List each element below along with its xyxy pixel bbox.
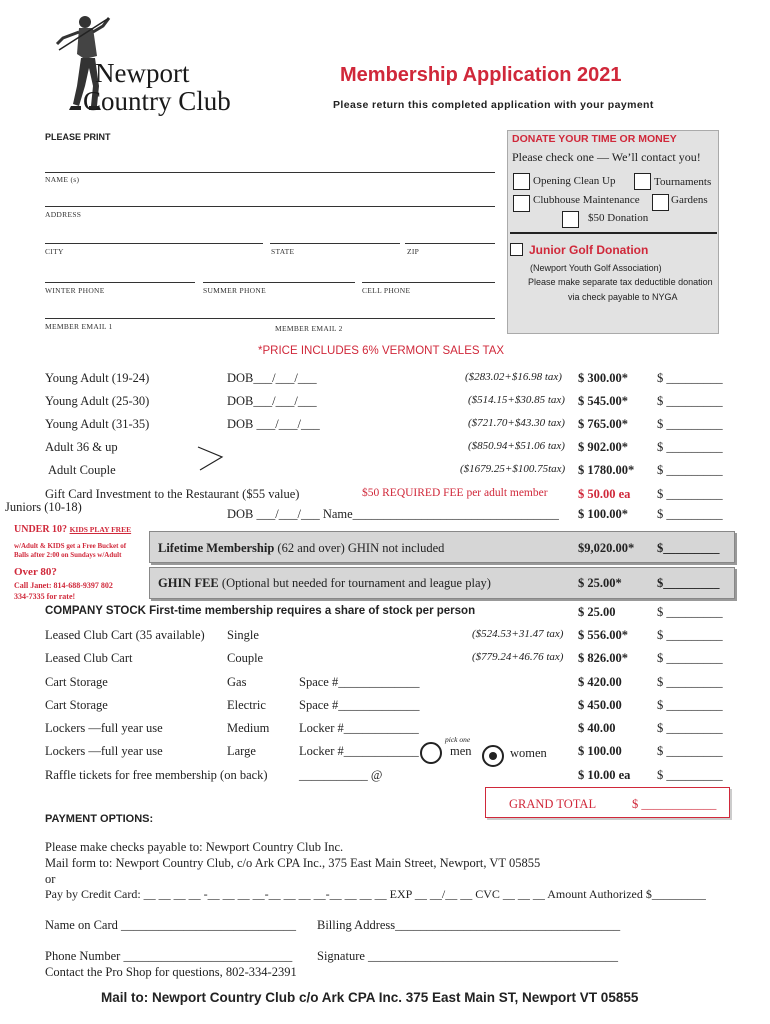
tax-breakdown: ($283.02+$16.98 tax) xyxy=(465,371,562,383)
cart35-row xyxy=(0,628,770,648)
page-subtitle: Please return this completed application with your payment xyxy=(333,99,654,111)
item-label: Lockers —full year use xyxy=(45,744,163,758)
amount-field[interactable]: $ _________ xyxy=(657,507,723,521)
kids-play-free: KIDS PLAY FREE xyxy=(69,525,132,534)
space-field[interactable]: Space #_____________ xyxy=(299,698,420,712)
tax-breakdown: ($850.94+$51.06 tax) xyxy=(468,440,565,452)
payment-title: PAYMENT OPTIONS: xyxy=(45,813,154,825)
rate-price: $ 300.00* xyxy=(578,371,628,385)
email-field[interactable] xyxy=(45,318,495,319)
kids-line2: Balls after 2:00 on Sundays w/Adult xyxy=(14,551,122,559)
tax-breakdown: ($524.53+31.47 tax) xyxy=(472,628,564,640)
gardens-checkbox[interactable] xyxy=(652,194,669,211)
amount-field[interactable]: $ _________ xyxy=(657,698,723,712)
amount-field[interactable]: $ _________ xyxy=(657,371,723,385)
raffle-qty-field[interactable]: ___________ @ xyxy=(299,768,383,782)
junior-golf-line2: Please make separate tax deductible donation xyxy=(528,277,713,287)
payment-line2: Mail form to: Newport Country Club, c/o Ark CPA Inc., 375 East Main Street, Newport, VT 05855 xyxy=(45,856,541,870)
grand-total-field[interactable]: $ ____________ xyxy=(632,797,717,811)
junior-golf-line3: via check payable to NYGA xyxy=(568,292,678,302)
lifetime-label xyxy=(158,541,444,556)
ghin-price: $ 25.00* xyxy=(578,576,622,590)
under10-label: UNDER 10? xyxy=(14,524,68,535)
locker-lg-row xyxy=(0,744,770,764)
item-label: Raffle tickets for free membership (on back) xyxy=(45,768,268,782)
contact-note: Contact the Pro Shop for questions, 802-334-2391 xyxy=(45,965,297,979)
rate-label: Adult Couple xyxy=(48,463,116,477)
ghin-amount-field[interactable]: $_________ xyxy=(657,576,720,590)
lifetime-label-bold: Lifetime Membership xyxy=(158,541,275,555)
amount-field[interactable]: $ _________ xyxy=(657,440,723,454)
women-label: women xyxy=(510,746,547,760)
amount-field[interactable]: $ _________ xyxy=(657,721,723,735)
item-label: Cart Storage xyxy=(45,675,108,689)
amount-field[interactable]: $ _________ xyxy=(657,675,723,689)
call-line2: 334-7335 for rate! xyxy=(14,592,76,601)
donation50-label: $50 Donation xyxy=(588,212,649,224)
rate-price: $ 50.00 ea xyxy=(578,487,631,501)
donate-instruction: Please check one — We’ll contact you! xyxy=(512,150,701,164)
cleanup-label: Opening Clean Up xyxy=(533,175,616,187)
clubhouse-label: Clubhouse Maintenance xyxy=(533,194,640,206)
junior-dob-name-field[interactable]: DOB ___/___/___ Name_________________________________ xyxy=(227,507,559,521)
rate-label: Young Adult (25-30) xyxy=(45,394,150,408)
summer-phone-label: SUMMER PHONE xyxy=(203,286,266,295)
city-label: CITY xyxy=(45,247,64,256)
logo-line1: Newport xyxy=(95,58,190,88)
item-type: Medium xyxy=(227,721,270,735)
email1-label: MEMBER EMAIL 1 xyxy=(45,322,113,331)
please-print-label: PLEASE PRINT xyxy=(45,132,111,142)
payment-line3: or xyxy=(45,872,56,886)
phone-number-field[interactable]: Phone Number ___________________________ xyxy=(45,949,293,963)
tournaments-checkbox[interactable] xyxy=(634,173,651,190)
junior-golf-title: Junior Golf Donation xyxy=(529,243,649,257)
name-field[interactable] xyxy=(45,172,495,173)
item-label: Leased Club Cart (35 available) xyxy=(45,628,205,642)
donate-title: DONATE YOUR TIME OR MONEY xyxy=(512,133,677,145)
stock-label: COMPANY STOCK First-time membership requires a share of stock per person xyxy=(45,605,476,617)
item-price: $ 10.00 ea xyxy=(578,768,631,782)
tax-breakdown: ($514.15+$30.85 tax) xyxy=(468,394,565,406)
cell-phone-label: CELL PHONE xyxy=(362,286,411,295)
item-type: Gas xyxy=(227,675,247,689)
address-label: ADDRESS xyxy=(45,210,82,219)
required-fee: $50 REQUIRED FEE per adult member xyxy=(362,487,548,499)
state-label: STATE xyxy=(271,247,295,256)
ghin-label-rest: (Optional but needed for tournament and league play) xyxy=(218,576,491,590)
summer-phone-field[interactable] xyxy=(203,282,355,283)
zip-field[interactable] xyxy=(405,243,495,244)
rate-row-young3 xyxy=(0,417,770,437)
rate-label: Juniors (10-18) xyxy=(5,500,82,514)
women-radio-dot xyxy=(489,752,497,760)
pick-one-label: pick one xyxy=(445,735,471,744)
name-label: NAME (s) xyxy=(45,175,80,184)
credit-card-field[interactable]: Pay by Credit Card: __ __ __ __ -__ __ __ __-__ __ __ __-__ __ __ __ EXP __ __/__ __ CVC __ __ __ Amount Authorized $_________ xyxy=(45,887,706,901)
rate-price: $ 100.00* xyxy=(578,507,628,521)
billing-address-field[interactable]: Billing Address____________________________________ xyxy=(317,918,621,932)
item-price: $ 40.00 xyxy=(578,721,616,735)
city-field[interactable] xyxy=(45,243,263,244)
logo xyxy=(45,8,245,116)
page-title: Membership Application 2021 xyxy=(340,64,622,86)
dob-field[interactable]: DOB___/___/___ xyxy=(227,394,317,408)
tax-breakdown: ($1679.25+$100.75tax) xyxy=(460,463,566,475)
rate-price: $ 1780.00* xyxy=(578,463,635,477)
address-field[interactable] xyxy=(45,206,495,207)
locker-field[interactable]: Locker #____________ xyxy=(299,744,419,758)
storage-gas-row xyxy=(0,675,770,695)
amount-field[interactable]: $ _________ xyxy=(657,463,723,477)
item-type: Large xyxy=(227,744,256,758)
under10-note xyxy=(14,524,131,535)
men-radio[interactable] xyxy=(420,742,442,764)
item-label: Lockers —full year use xyxy=(45,721,163,735)
amount-field[interactable]: $ _________ xyxy=(657,744,723,758)
men-label: men xyxy=(450,744,472,758)
rate-label: Young Adult (19-24) xyxy=(45,371,150,385)
rate-label: Gift Card Investment to the Restaurant ($55 value) xyxy=(45,487,300,501)
dob-field[interactable]: DOB___/___/___ xyxy=(227,371,317,385)
donate-divider xyxy=(510,232,717,234)
rate-label: Young Adult (31-35) xyxy=(45,417,150,431)
grand-total-label: GRAND TOTAL xyxy=(509,797,597,811)
amount-field[interactable]: $ _________ xyxy=(657,417,723,431)
ghin-label xyxy=(158,576,491,591)
item-price: $ 826.00* xyxy=(578,651,628,665)
payment-line1: Please make checks payable to: Newport Country Club Inc. xyxy=(45,840,344,854)
price-note: *PRICE INCLUDES 6% VERMONT SALES TAX xyxy=(258,345,505,357)
zip-label: ZIP xyxy=(407,247,420,256)
rate-row-young2 xyxy=(0,394,770,414)
over80-label: Over 80? xyxy=(14,566,57,578)
stock-price: $ 25.00 xyxy=(578,605,616,619)
tax-breakdown: ($721.70+$43.30 tax) xyxy=(468,417,565,429)
logo-line2: Country Club xyxy=(83,86,231,116)
rate-price: $ 545.00* xyxy=(578,394,628,408)
amount-field[interactable]: $ _________ xyxy=(657,394,723,408)
storage-elec-row xyxy=(0,698,770,718)
item-type: Couple xyxy=(227,651,264,665)
donation50-checkbox[interactable] xyxy=(562,211,579,228)
item-type: Single xyxy=(227,628,259,642)
cleanup-checkbox[interactable] xyxy=(513,173,530,190)
tax-breakdown: ($779.24+46.76 tax) xyxy=(472,651,564,663)
state-field[interactable] xyxy=(270,243,400,244)
amount-field[interactable]: $ _________ xyxy=(657,768,723,782)
amount-field[interactable]: $ _________ xyxy=(657,487,723,501)
item-type: Electric xyxy=(227,698,266,712)
call-line1: Call Janet: 814-688-9397 802 xyxy=(14,581,113,590)
item-label: Leased Club Cart xyxy=(45,651,133,665)
cart-row xyxy=(0,651,770,671)
locker-med-row xyxy=(0,721,770,741)
clubhouse-checkbox[interactable] xyxy=(513,195,530,212)
rate-row-couple xyxy=(0,463,770,483)
mail-to-footer: Mail to: Newport Country Club c/o Ark CPA Inc. 375 East Main ST, Newport VT 05855 xyxy=(101,990,639,1005)
rate-price: $ 765.00* xyxy=(578,417,628,431)
raffle-row xyxy=(0,768,770,788)
junior-golf-checkbox[interactable] xyxy=(510,243,523,256)
email2-label: MEMBER EMAIL 2 xyxy=(275,324,343,333)
locker-field[interactable]: Locker #____________ xyxy=(299,721,419,735)
rate-row-giftcard xyxy=(0,487,770,507)
kids-line1: w/Adult & KIDS get a Free Bucket of xyxy=(14,542,127,550)
lifetime-label-rest: (62 and over) GHIN not included xyxy=(274,541,445,555)
dob-field[interactable]: DOB ___/___/___ xyxy=(227,417,320,431)
rate-label: Adult 36 & up xyxy=(45,440,118,454)
signature-field[interactable]: Signature ________________________________________ xyxy=(317,949,619,963)
rate-row-adult xyxy=(0,440,770,460)
lifetime-price: $9,020.00* xyxy=(578,541,635,555)
amount-field[interactable]: $ _________ xyxy=(657,651,723,665)
rate-row-young1 xyxy=(0,371,770,391)
space-field[interactable]: Space #_____________ xyxy=(299,675,420,689)
amount-field[interactable]: $ _________ xyxy=(657,605,723,619)
cell-phone-field[interactable] xyxy=(362,282,495,283)
winter-phone-field[interactable] xyxy=(45,282,195,283)
winter-phone-label: WINTER PHONE xyxy=(45,286,105,295)
item-price: $ 420.00 xyxy=(578,675,622,689)
item-price: $ 100.00 xyxy=(578,744,622,758)
lifetime-amount-field[interactable]: $_________ xyxy=(657,541,720,555)
item-label: Cart Storage xyxy=(45,698,108,712)
item-price: $ 450.00 xyxy=(578,698,622,712)
junior-golf-line1: (Newport Youth Golf Association) xyxy=(530,263,662,273)
item-price: $ 556.00* xyxy=(578,628,628,642)
name-on-card-field[interactable]: Name on Card ____________________________ xyxy=(45,918,297,932)
amount-field[interactable]: $ _________ xyxy=(657,628,723,642)
rate-price: $ 902.00* xyxy=(578,440,628,454)
tournaments-label: Tournaments xyxy=(654,176,712,188)
ghin-label-bold: GHIN FEE xyxy=(158,576,219,590)
gardens-label: Gardens xyxy=(671,194,708,206)
stock-row xyxy=(0,605,770,625)
women-radio[interactable] xyxy=(482,745,504,767)
